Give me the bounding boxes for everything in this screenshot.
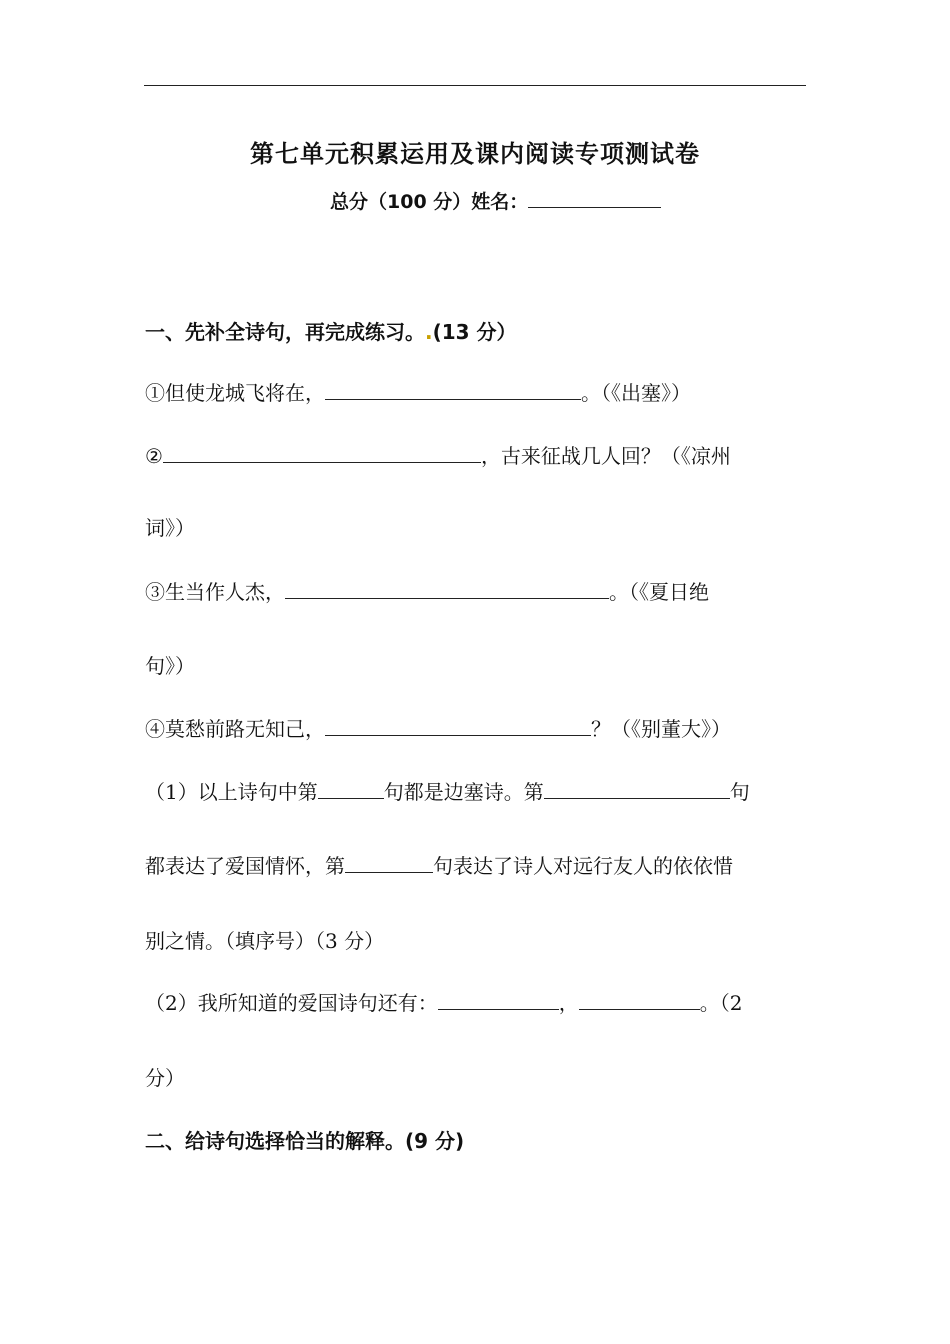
question-4 — [145, 713, 731, 742]
question-2-cont: 词》） — [145, 516, 195, 540]
practice-1-cont — [145, 850, 733, 879]
question-2 — [145, 440, 731, 469]
practice-2-cont: 分） — [145, 1066, 185, 1090]
p2-text-c: 。（2 — [699, 991, 743, 1015]
p1-blank-2[interactable] — [544, 778, 730, 799]
practice-1 — [145, 776, 750, 805]
section2-heading: 二、给诗句选择恰当的解释。(9 分) — [145, 1129, 465, 1153]
practice-2 — [145, 987, 742, 1016]
section1-heading-text: 一、先补全诗句，再完成练习。 — [145, 320, 425, 344]
p2-text-b: ， — [558, 991, 579, 1015]
q4-blank[interactable] — [325, 715, 591, 736]
question-3-cont: 句》） — [145, 654, 195, 678]
q3-prefix: ③生当作人杰， — [145, 580, 285, 604]
q1-blank[interactable] — [325, 379, 581, 400]
question-3 — [145, 576, 709, 605]
q3-blank[interactable] — [285, 578, 609, 599]
practice-1-end: 别之情。（填序号）（3 分） — [145, 929, 385, 953]
p1-blank-1[interactable] — [318, 778, 384, 799]
p1-text-e: 句表达了诗人对远行友人的依依惜 — [433, 854, 733, 878]
section1-score: (13 分） — [432, 320, 517, 344]
q3-suffix: 。（《夏日绝 — [609, 580, 709, 604]
q2-blank[interactable] — [163, 442, 481, 463]
section1-heading — [145, 316, 517, 345]
q1-suffix: 。（《出塞》） — [581, 381, 691, 405]
score-label: 总分（100 分）姓名： — [330, 191, 529, 213]
q2-prefix: ② — [145, 444, 163, 468]
name-blank[interactable] — [528, 188, 661, 208]
q4-suffix: ？（《别董大》） — [591, 717, 731, 741]
q4-prefix: ④莫愁前路无知己， — [145, 717, 325, 741]
p2-blank-1[interactable] — [438, 989, 559, 1010]
p1-text-a: （1）以上诗句中第 — [145, 780, 318, 804]
heading-dot: . — [425, 320, 433, 344]
question-1 — [145, 377, 691, 406]
q1-prefix: ①但使龙城飞将在， — [145, 381, 325, 405]
p1-text-d: 都表达了爱国情怀，第 — [145, 854, 345, 878]
p1-text-c: 句 — [729, 780, 750, 804]
p2-text-a: （2）我所知道的爱国诗句还有： — [145, 991, 438, 1015]
p1-text-b: 句都是边塞诗。第 — [383, 780, 544, 804]
p2-blank-2[interactable] — [579, 989, 700, 1010]
p1-blank-3[interactable] — [345, 852, 433, 873]
header-rule — [144, 85, 806, 86]
q2-suffix: ，古来征战几人回？（《凉州 — [480, 444, 731, 468]
score-name-line — [330, 187, 661, 214]
page-title: 第七单元积累运用及课内阅读专项测试卷 — [250, 140, 700, 168]
